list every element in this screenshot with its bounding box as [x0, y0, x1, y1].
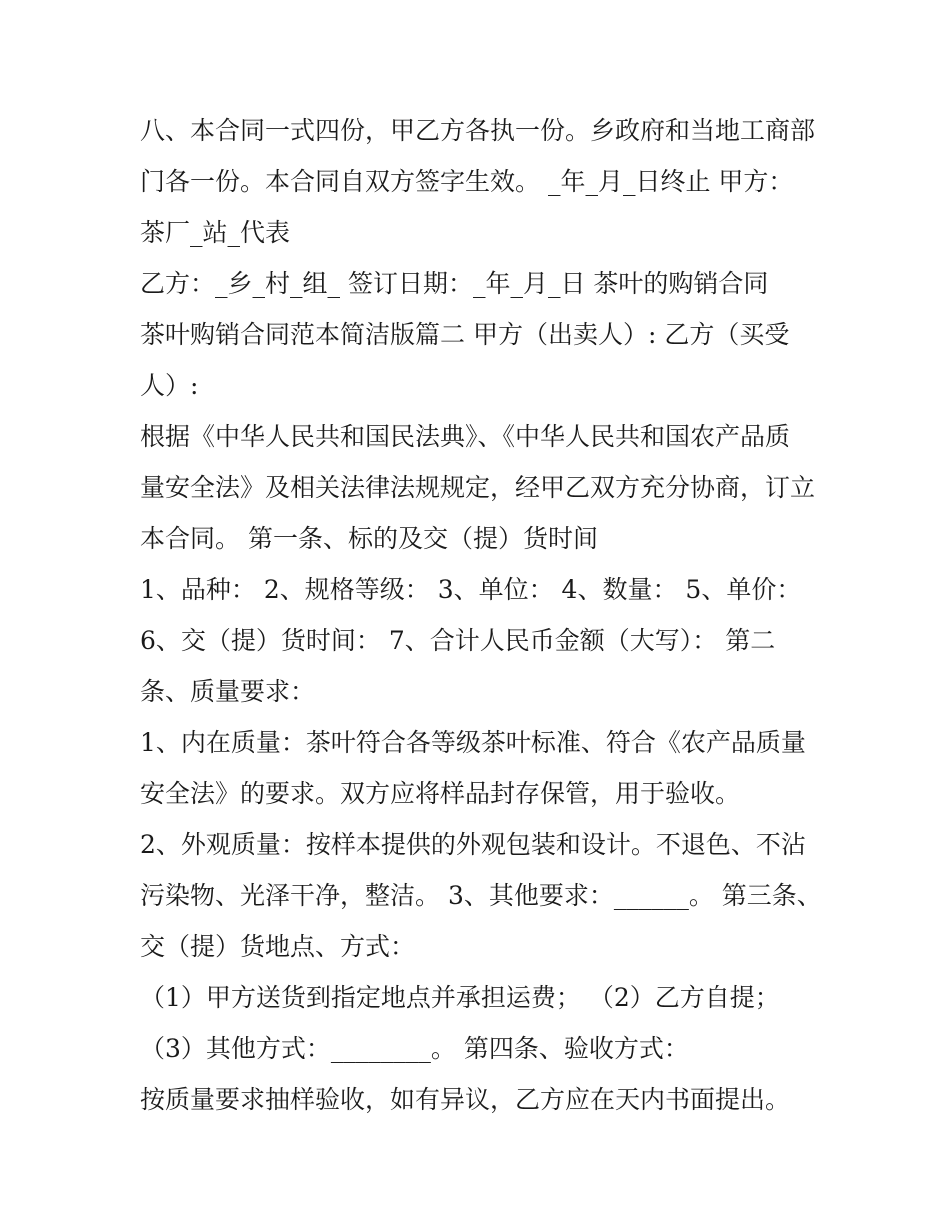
text-line: 安全法》的要求。双方应将样品封存保管，用于验收。 — [140, 779, 741, 808]
text-line: 乙方：_乡_村_组_ 签订日期：_年_月_日 茶叶的购销合同 — [140, 269, 769, 298]
text-line: 交（提）货地点、方式： — [140, 932, 416, 961]
text-line: （1）甲方送货到指定地点并承担运费； （2）乙方自提； — [140, 983, 780, 1012]
text-line: 茶厂_站_代表 — [140, 218, 291, 247]
text-line: 按质量要求抽样验收，如有异议，乙方应在天内书面提出。 — [140, 1085, 791, 1114]
document-body — [140, 105, 830, 1125]
text-line: 6、交（提）货时间： 7、合计人民币金额（大写）： 第二 — [140, 626, 776, 655]
text-line: 污染物、光泽干净，整洁。 3、其他要求：______。 第三条、 — [140, 881, 822, 910]
text-line: （3）其他方式：________。 第四条、验收方式： — [140, 1034, 689, 1063]
text-line: 门各一份。本合同自双方签字生效。 _年_月_日终止 甲方： — [140, 167, 794, 196]
text-line: 1、品种： 2、规格等级： 3、单位： 4、数量： 5、单价： — [140, 575, 802, 604]
text-line: 八、本合同一式四份，甲乙方各执一份。乡政府和当地工商部 — [140, 116, 816, 145]
text-line: 条、质量要求： — [140, 677, 316, 706]
text-line: 1、内在质量：茶叶符合各等级茶叶标准、符合《农产品质量 — [140, 728, 806, 757]
text-line: 本合同。 第一条、标的及交（提）货时间 — [140, 524, 598, 553]
text-line: 根据《中华人民共和国民法典》、《中华人民共和国农产品质 — [140, 422, 791, 451]
text-line: 茶叶购销合同范本简洁版篇二 甲方（出卖人）: 乙方（买受 — [140, 320, 790, 349]
text-line: 量安全法》及相关法律法规规定，经甲乙双方充分协商，订立 — [140, 473, 816, 502]
text-line: 人）: — [140, 371, 199, 400]
text-line: 2、外观质量：按样本提供的外观包装和设计。不退色、不沾 — [140, 830, 806, 859]
